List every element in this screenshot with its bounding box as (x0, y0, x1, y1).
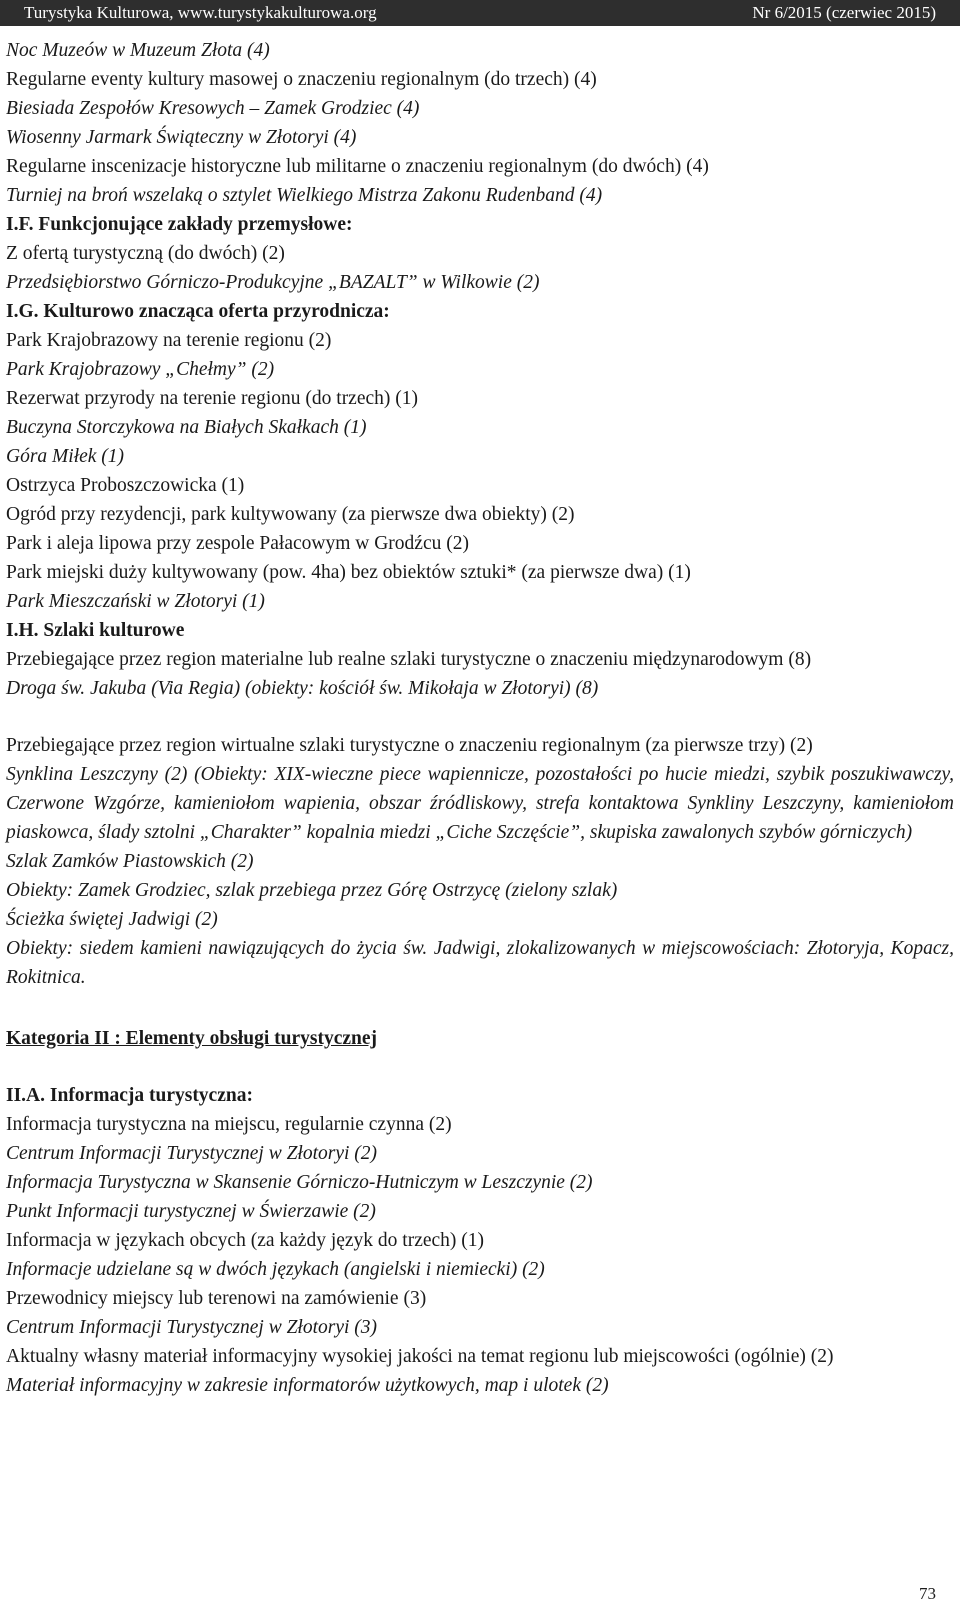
list-item: Centrum Informacji Turystycznej w Złotoryi (3) (6, 1317, 378, 1338)
list-item: Z ofertą turystyczną (do dwóch) (2) (6, 243, 285, 264)
section-heading: II.A. Informacja turystyczna: (6, 1085, 253, 1106)
paragraph: Synklina Leszczyny (2) (Obiekty: XIX-wieczne piece wapiennicze, pozostałości po hucie miedzi, szybik poszukiwawczy, Czerwone Wzgórze, kamieniołom wapienia, obszar źródliskowy, strefa kontaktowa Synkliny Leszczyny, kamieniołom piaskowca, ślady sztolni „Charakter” kopalnia miedzi „Ciche Szczęście”, skupiska zawalonych szybów górniczych) (6, 764, 954, 843)
page-number: 73 (919, 1584, 936, 1603)
section-heading: I.H. Szlaki kulturowe (6, 620, 185, 641)
list-item: Ścieżka świętej Jadwigi (2) (6, 909, 218, 930)
spacer (6, 703, 954, 731)
list-item: Przedsiębiorstwo Górniczo-Produkcyjne „BAZALT” w Wilkowie (2) (6, 272, 540, 293)
spacer (6, 1053, 954, 1081)
list-item: Centrum Informacji Turystycznej w Złotoryi (2) (6, 1143, 378, 1164)
list-item: Przewodnicy miejscy lub terenowi na zamówienie (3) (6, 1288, 427, 1309)
list-item: Park Krajobrazowy na terenie regionu (2) (6, 330, 332, 351)
list-item: Materiał informacyjny w zakresie informatorów użytkowych, map i ulotek (2) (6, 1375, 609, 1396)
paragraph: Przebiegające przez region materialne lub realne szlaki turystyczne o znaczeniu międzynarodowym (8) (6, 649, 812, 670)
list-item: Góra Miłek (1) (6, 446, 125, 467)
list-item: Regularne eventy kultury masowej o znaczeniu regionalnym (do trzech) (4) (6, 69, 597, 90)
list-item: Park i aleja lipowa przy zespole Pałacowym w Grodźcu (2) (6, 533, 469, 554)
spacer (6, 992, 954, 1024)
list-item: Ostrzyca Proboszczowicka (1) (6, 475, 245, 496)
section-heading: I.G. Kulturowo znacząca oferta przyrodnicza: (6, 301, 390, 322)
list-item: Biesiada Zespołów Kresowych – Zamek Grodziec (4) (6, 98, 420, 119)
list-item: Turniej na broń wszelaką o sztylet Wielkiego Mistrza Zakonu Rudenband (4) (6, 185, 603, 206)
page-body (6, 36, 954, 1400)
list-item: Park Mieszczański w Złotoryi (1) (6, 591, 265, 612)
list-item: Informacje udzielane są w dwóch językach (angielski i niemiecki) (2) (6, 1259, 545, 1280)
list-item: Obiekty: Zamek Grodziec, szlak przebiega przez Górę Ostrzycę (zielony szlak) (6, 880, 618, 901)
list-item: Park Krajobrazowy „Chełmy” (2) (6, 359, 275, 380)
list-item: Noc Muzeów w Muzeum Złota (4) (6, 40, 270, 61)
category-heading: Kategoria II : Elementy obsługi turystycznej (6, 1028, 377, 1049)
list-item: Buczyna Storczykowa na Białych Skałkach (1) (6, 417, 367, 438)
paragraph: Przebiegające przez region wirtualne szlaki turystyczne o znaczeniu regionalnym (za pierwsze trzy) (2) (6, 735, 813, 756)
list-item: Informacja turystyczna na miejscu, regularnie czynna (2) (6, 1114, 452, 1135)
list-item: Wiosenny Jarmark Świąteczny w Złotoryi (4) (6, 127, 357, 148)
list-item: Park miejski duży kultywowany (pow. 4ha) bez obiektów sztuki* (za pierwsze dwa) (1) (6, 562, 691, 583)
list-item: Informacja Turystyczna w Skansenie Górniczo-Hutniczym w Leszczynie (2) (6, 1172, 593, 1193)
list-item: Ogród przy rezydencji, park kultywowany (za pierwsze dwa obiekty) (2) (6, 504, 575, 525)
journal-title: Turystyka Kulturowa, www.turystykakulturowa.org (24, 3, 377, 22)
list-item: Droga św. Jakuba (Via Regia) (obiekty: kościół św. Mikołaja w Złotoryi) (8) (6, 678, 599, 699)
list-item: Informacja w językach obcych (za każdy język do trzech) (1) (6, 1230, 485, 1251)
paragraph: Obiekty: siedem kamieni nawiązujących do życia św. Jadwigi, zlokalizowanych w miejscowościach: Złotoryja, Kopacz, Rokitnica. (6, 938, 954, 988)
paragraph: Aktualny własny materiał informacyjny wysokiej jakości na temat regionu lub miejscowości (ogólnie) (2) (6, 1346, 834, 1367)
issue-number: Nr 6/2015 (czerwiec 2015) (752, 3, 936, 22)
running-header (0, 0, 960, 26)
list-item: Szlak Zamków Piastowskich (2) (6, 851, 254, 872)
section-heading: I.F. Funkcjonujące zakłady przemysłowe: (6, 214, 353, 235)
list-item: Punkt Informacji turystycznej w Świerzawie (2) (6, 1201, 376, 1222)
list-item: Rezerwat przyrody na terenie regionu (do trzech) (1) (6, 388, 419, 409)
list-item: Regularne inscenizacje historyczne lub militarne o znaczeniu regionalnym (do dwóch) (4) (6, 156, 709, 177)
